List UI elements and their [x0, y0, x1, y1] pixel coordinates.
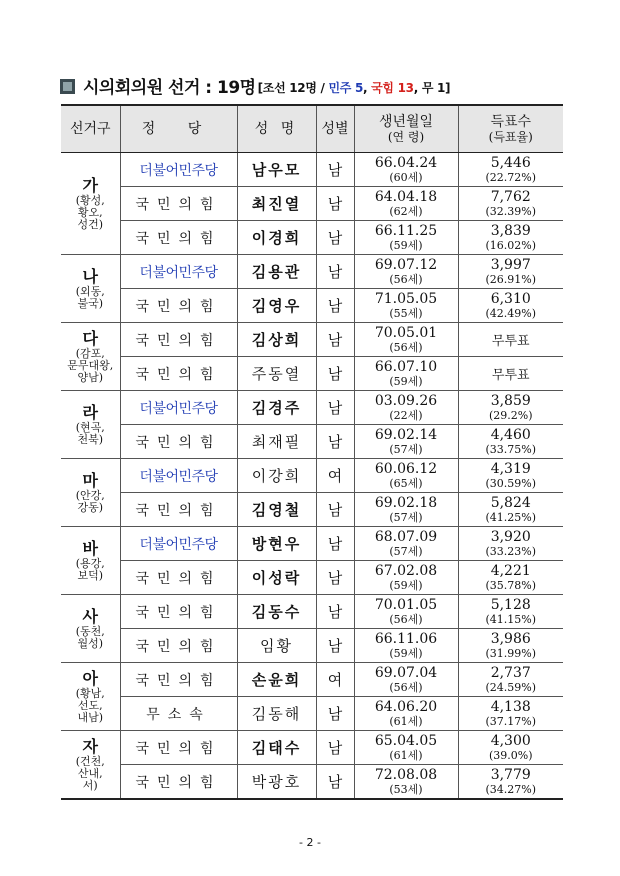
birth-cell	[354, 425, 458, 459]
district-cell	[61, 255, 120, 323]
table-row	[61, 731, 563, 765]
birth-date: 60.06.12	[374, 460, 438, 477]
birth-date: 66.11.25	[374, 222, 438, 239]
party-label: 국민의힘	[135, 638, 222, 655]
vote-count: 3,920	[490, 528, 531, 545]
gender-value: 남	[327, 569, 343, 587]
name-cell	[237, 731, 316, 765]
votes-cell	[458, 629, 563, 663]
vote-count: 무투표	[491, 334, 530, 349]
district-letter: 자	[82, 736, 98, 756]
gender-value: 남	[327, 501, 343, 519]
party-label: 국민의힘	[135, 774, 222, 791]
votes-cell	[458, 697, 563, 731]
name-cell	[237, 221, 316, 255]
votes-cell	[458, 561, 563, 595]
party-label: 국민의힘	[135, 230, 222, 247]
name-cell	[237, 765, 316, 800]
name-cell	[237, 493, 316, 527]
vote-count: 5,446	[490, 154, 531, 171]
name-cell	[237, 357, 316, 391]
gender-cell	[316, 697, 354, 731]
vote-count: 6,310	[490, 290, 531, 307]
birth-date: 03.09.26	[374, 392, 438, 409]
table-row	[61, 323, 563, 357]
candidate-name: 주동열	[251, 365, 302, 383]
candidate-name: 김용관	[251, 263, 302, 281]
vote-count: 3,859	[490, 392, 531, 409]
age-value: (61세)	[389, 748, 423, 762]
gender-cell	[316, 527, 354, 561]
votes-cell	[458, 221, 563, 255]
birth-date: 69.02.18	[374, 494, 438, 511]
gender-value: 남	[327, 705, 343, 723]
vote-count: 4,319	[490, 460, 531, 477]
party-cell	[120, 357, 237, 391]
vote-count: 3,997	[490, 256, 531, 273]
district-cell	[61, 527, 120, 595]
birth-cell	[354, 561, 458, 595]
gender-value: 남	[327, 229, 343, 247]
age-value: (56세)	[389, 612, 423, 626]
gender-cell	[316, 391, 354, 425]
birth-cell	[354, 391, 458, 425]
party-label: 더불어민주당	[139, 468, 218, 485]
gender-cell	[316, 459, 354, 493]
age-value: (65세)	[389, 476, 423, 490]
header-party: 정 당	[120, 105, 237, 153]
name-cell	[237, 289, 316, 323]
district-letter: 사	[82, 606, 98, 626]
district-letter: 나	[82, 266, 98, 286]
vote-count: 5,824	[490, 494, 531, 511]
candidate-name: 이강희	[251, 467, 302, 485]
votes-cell	[458, 493, 563, 527]
birth-cell	[354, 493, 458, 527]
gender-cell	[316, 221, 354, 255]
party-cell	[120, 697, 237, 731]
vote-rate: (37.17%)	[485, 714, 537, 728]
party-label: 국민의힘	[135, 570, 222, 587]
gender-value: 남	[327, 365, 343, 383]
vote-rate: (33.23%)	[485, 544, 537, 558]
birth-cell	[354, 595, 458, 629]
gender-value: 남	[327, 535, 343, 553]
district-cell	[61, 595, 120, 663]
name-cell	[237, 425, 316, 459]
party-label: 국민의힘	[135, 298, 222, 315]
table-row	[61, 765, 563, 800]
gender-cell	[316, 493, 354, 527]
votes-cell	[458, 391, 563, 425]
gender-cell	[316, 153, 354, 187]
votes-cell	[458, 663, 563, 697]
table-row	[61, 357, 563, 391]
vote-count: 2,737	[490, 664, 531, 681]
votes-cell	[458, 289, 563, 323]
gender-value: 남	[327, 195, 343, 213]
age-value: (59세)	[389, 578, 423, 592]
party-cell	[120, 595, 237, 629]
vote-rate: (31.99%)	[485, 646, 537, 660]
birth-date: 72.08.08	[374, 766, 438, 783]
birth-date: 69.07.12	[374, 256, 438, 273]
gender-cell	[316, 289, 354, 323]
birth-date: 64.06.20	[374, 698, 438, 715]
party-cell	[120, 493, 237, 527]
votes-cell	[458, 153, 563, 187]
vote-rate: (26.91%)	[485, 272, 537, 286]
birth-cell	[354, 697, 458, 731]
gender-value: 남	[327, 263, 343, 281]
party-cell	[120, 663, 237, 697]
gender-cell	[316, 595, 354, 629]
candidate-name: 김태수	[251, 739, 302, 757]
table-row	[61, 221, 563, 255]
birth-date: 67.02.08	[374, 562, 438, 579]
party-cell	[120, 629, 237, 663]
party-cell	[120, 221, 237, 255]
vote-rate: (33.75%)	[485, 442, 537, 456]
district-cell	[61, 731, 120, 800]
votes-cell	[458, 323, 563, 357]
district-areas: (외동, 불국)	[75, 284, 105, 310]
district-letter: 바	[82, 538, 98, 558]
party-cell	[120, 255, 237, 289]
party-label: 국민의힘	[135, 672, 222, 689]
candidate-name: 김영철	[251, 501, 302, 519]
vote-count: 4,460	[490, 426, 531, 443]
vote-rate: (24.59%)	[485, 680, 537, 694]
age-value: (57세)	[389, 544, 423, 558]
table-row	[61, 493, 563, 527]
vote-count: 4,300	[490, 732, 531, 749]
party-cell	[120, 731, 237, 765]
birth-cell	[354, 255, 458, 289]
gender-value: 남	[327, 773, 343, 791]
vote-count: 무투표	[491, 368, 530, 383]
candidate-name: 최진열	[251, 195, 302, 213]
district-cell	[61, 391, 120, 459]
birth-cell	[354, 323, 458, 357]
gender-value: 남	[327, 603, 343, 621]
candidate-name: 최재필	[251, 433, 302, 451]
party-label: 무소속	[146, 706, 211, 723]
birth-date: 70.01.05	[374, 596, 438, 613]
age-value: (57세)	[389, 510, 423, 524]
candidate-name: 남우모	[251, 161, 302, 179]
birth-cell	[354, 153, 458, 187]
header-name: 성 명	[237, 105, 316, 153]
table-row	[61, 391, 563, 425]
vote-rate: (41.25%)	[485, 510, 537, 524]
name-cell	[237, 153, 316, 187]
birth-date: 66.04.24	[374, 154, 438, 171]
district-areas: (안강, 강동)	[75, 488, 105, 514]
birth-date: 66.11.06	[374, 630, 438, 647]
birth-date: 64.04.18	[374, 188, 438, 205]
vote-rate: (39.0%)	[488, 748, 533, 762]
birth-cell	[354, 459, 458, 493]
district-areas: (황성, 황오, 성건)	[75, 193, 105, 231]
party-cell	[120, 561, 237, 595]
gender-cell	[316, 629, 354, 663]
vote-rate: (29.2%)	[488, 408, 533, 422]
candidate-name: 박광호	[251, 773, 302, 791]
age-value: (22세)	[389, 408, 423, 422]
age-value: (62세)	[389, 204, 423, 218]
square-bullet-icon	[60, 79, 75, 94]
district-areas: (건천, 산내, 서)	[75, 754, 105, 792]
gender-value: 남	[327, 399, 343, 417]
header-birth: 생년월일 (연 령)	[354, 105, 458, 153]
party-cell	[120, 289, 237, 323]
candidate-name: 방현우	[251, 535, 302, 553]
table-row	[61, 289, 563, 323]
birth-date: 66.07.10	[374, 358, 438, 375]
party-cell	[120, 391, 237, 425]
vote-rate: (22.72%)	[485, 170, 537, 184]
age-value: (60세)	[389, 170, 423, 184]
vote-count: 5,128	[490, 596, 531, 613]
gender-cell	[316, 425, 354, 459]
gender-value: 여	[327, 467, 343, 485]
gender-cell	[316, 323, 354, 357]
vote-rate: (16.02%)	[485, 238, 537, 252]
birth-date: 68.07.09	[374, 528, 438, 545]
gender-value: 남	[327, 739, 343, 757]
district-cell	[61, 323, 120, 391]
candidate-name: 김경주	[251, 399, 302, 417]
party-cell	[120, 527, 237, 561]
candidate-name: 김동해	[251, 705, 302, 723]
age-value: (56세)	[389, 272, 423, 286]
district-areas: (황남, 선도, 내남)	[75, 686, 105, 724]
name-cell	[237, 255, 316, 289]
age-value: (53세)	[389, 782, 423, 796]
age-value: (59세)	[389, 374, 423, 388]
party-label: 국민의힘	[135, 196, 222, 213]
table-row	[61, 255, 563, 289]
candidate-name: 이경희	[251, 229, 302, 247]
name-cell	[237, 187, 316, 221]
birth-date: 65.04.05	[374, 732, 438, 749]
gender-cell	[316, 187, 354, 221]
gender-value: 남	[327, 331, 343, 349]
district-areas: (감포, 문무대왕, 양남)	[67, 346, 114, 384]
table-row	[61, 595, 563, 629]
gender-cell	[316, 255, 354, 289]
gender-cell	[316, 731, 354, 765]
party-cell	[120, 765, 237, 800]
gender-value: 남	[327, 637, 343, 655]
birth-cell	[354, 731, 458, 765]
birth-cell	[354, 187, 458, 221]
table-row	[61, 697, 563, 731]
party-cell	[120, 425, 237, 459]
age-value: (56세)	[389, 340, 423, 354]
birth-cell	[354, 289, 458, 323]
table-row	[61, 527, 563, 561]
name-cell	[237, 629, 316, 663]
name-cell	[237, 561, 316, 595]
votes-cell	[458, 731, 563, 765]
district-cell	[61, 663, 120, 731]
district-letter: 아	[82, 668, 98, 688]
age-value: (57세)	[389, 442, 423, 456]
candidate-name: 김동수	[251, 603, 302, 621]
birth-date: 71.05.05	[374, 290, 438, 307]
name-cell	[237, 391, 316, 425]
section-heading	[60, 74, 450, 98]
name-cell	[237, 595, 316, 629]
party-cell	[120, 187, 237, 221]
gender-value: 남	[327, 297, 343, 315]
party-label: 더불어민주당	[139, 536, 218, 553]
votes-cell	[458, 425, 563, 459]
birth-date: 69.02.14	[374, 426, 438, 443]
vote-rate: (41.15%)	[485, 612, 537, 626]
district-areas: (용강, 보덕)	[75, 556, 105, 582]
votes-cell	[458, 527, 563, 561]
party-label: 국민의힘	[135, 604, 222, 621]
votes-cell	[458, 187, 563, 221]
birth-cell	[354, 765, 458, 800]
party-cell	[120, 323, 237, 357]
party-label: 국민의힘	[135, 366, 222, 383]
party-label: 국민의힘	[135, 332, 222, 349]
gender-value: 여	[327, 671, 343, 689]
birth-cell	[354, 357, 458, 391]
votes-cell	[458, 595, 563, 629]
section-summary: [조선 12명 / 민주 5, 국힘 13, 무 1]	[257, 81, 451, 95]
vote-count: 7,762	[490, 188, 531, 205]
vote-count: 4,221	[490, 562, 531, 579]
name-cell	[237, 323, 316, 357]
gender-cell	[316, 357, 354, 391]
district-areas: (동천, 월성)	[75, 624, 105, 650]
header-district: 선거구	[61, 105, 120, 153]
party-label: 더불어민주당	[139, 400, 218, 417]
district-areas: (현곡, 천북)	[75, 420, 105, 446]
candidate-name: 이성락	[251, 569, 302, 587]
gender-value: 남	[327, 433, 343, 451]
birth-cell	[354, 629, 458, 663]
table-header-row	[61, 105, 563, 153]
votes-cell	[458, 255, 563, 289]
district-cell	[61, 459, 120, 527]
district-letter: 라	[82, 402, 98, 422]
district-letter: 마	[82, 470, 98, 490]
gender-cell	[316, 663, 354, 697]
age-value: (56세)	[389, 680, 423, 694]
vote-rate: (42.49%)	[485, 306, 537, 320]
votes-cell	[458, 459, 563, 493]
vote-rate: (32.39%)	[485, 204, 537, 218]
table-row	[61, 425, 563, 459]
table-row	[61, 187, 563, 221]
birth-cell	[354, 663, 458, 697]
birth-date: 69.07.04	[374, 664, 438, 681]
birth-date: 70.05.01	[374, 324, 438, 341]
candidate-name: 손윤희	[251, 671, 302, 689]
name-cell	[237, 459, 316, 493]
vote-rate: (30.59%)	[485, 476, 537, 490]
votes-cell	[458, 765, 563, 800]
candidate-name: 김상희	[251, 331, 302, 349]
party-cell	[120, 459, 237, 493]
district-cell	[61, 153, 120, 255]
votes-cell	[458, 357, 563, 391]
candidate-name: 김영우	[251, 297, 302, 315]
name-cell	[237, 527, 316, 561]
age-value: (55세)	[389, 306, 423, 320]
election-results-table	[61, 104, 563, 800]
vote-rate: (35.78%)	[485, 578, 537, 592]
vote-count: 3,986	[490, 630, 531, 647]
party-label: 더불어민주당	[139, 264, 218, 281]
district-letter: 가	[82, 175, 98, 195]
header-votes: 득표수 (득표율)	[458, 105, 563, 153]
birth-cell	[354, 527, 458, 561]
gender-cell	[316, 561, 354, 595]
party-label: 국민의힘	[135, 740, 222, 757]
table-row	[61, 561, 563, 595]
name-cell	[237, 663, 316, 697]
gender-cell	[316, 765, 354, 800]
page-number: - 2 -	[299, 836, 321, 849]
vote-count: 3,779	[490, 766, 531, 783]
candidate-name: 임황	[260, 637, 293, 655]
age-value: (59세)	[389, 238, 423, 252]
vote-count: 3,839	[490, 222, 531, 239]
vote-count: 4,138	[490, 698, 531, 715]
age-value: (61세)	[389, 714, 423, 728]
table-row	[61, 663, 563, 697]
gender-value: 남	[327, 161, 343, 179]
table-row	[61, 153, 563, 187]
birth-cell	[354, 221, 458, 255]
district-letter: 다	[82, 328, 98, 348]
party-cell	[120, 153, 237, 187]
party-label: 국민의힘	[135, 434, 222, 451]
section-title: 시의회의원 선거 : 19명	[83, 78, 256, 98]
vote-rate: (34.27%)	[485, 782, 537, 796]
party-label: 더불어민주당	[139, 162, 218, 179]
table-row	[61, 459, 563, 493]
name-cell	[237, 697, 316, 731]
party-label: 국민의힘	[135, 502, 222, 519]
table-row	[61, 629, 563, 663]
age-value: (59세)	[389, 646, 423, 660]
header-gender: 성별	[316, 105, 354, 153]
